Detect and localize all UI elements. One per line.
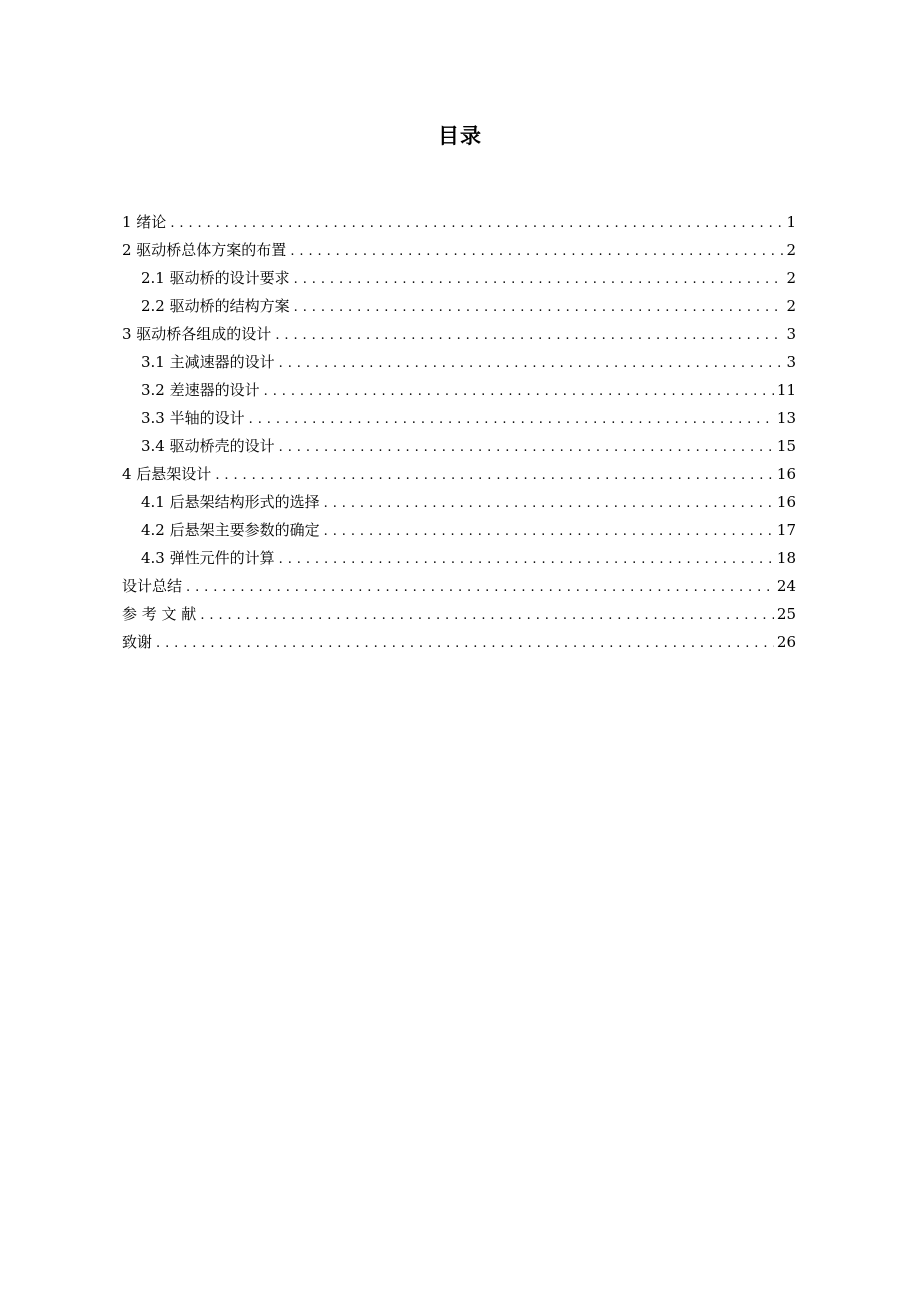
toc-entry-label: 致谢 bbox=[122, 633, 153, 651]
toc-entry-page: 24 bbox=[776, 577, 796, 595]
toc-entry[interactable] bbox=[122, 376, 796, 404]
toc-entry-page: 16 bbox=[776, 493, 796, 511]
toc-entry[interactable] bbox=[122, 264, 796, 292]
toc-leader-dots bbox=[156, 630, 774, 658]
toc-entry[interactable] bbox=[122, 320, 796, 348]
toc-entry-label: 4.3 弹性元件的计算 bbox=[141, 549, 275, 567]
page-title: 目录 bbox=[438, 124, 482, 148]
toc-entry-label: 2.2 驱动桥的结构方案 bbox=[141, 297, 290, 315]
toc-entry[interactable] bbox=[122, 404, 796, 432]
toc-entry-page: 15 bbox=[776, 437, 796, 455]
toc-leader-dots bbox=[324, 490, 774, 518]
toc-leader-dots bbox=[170, 210, 783, 238]
toc-leader-dots bbox=[275, 322, 783, 350]
toc-entry-page: 2 bbox=[786, 297, 796, 315]
toc-entry-page: 11 bbox=[776, 381, 796, 399]
toc-entry-page: 3 bbox=[786, 325, 796, 343]
toc-entry[interactable] bbox=[122, 600, 796, 628]
toc-entry[interactable] bbox=[122, 488, 796, 516]
toc-entry[interactable] bbox=[122, 236, 796, 264]
toc-entry-page: 18 bbox=[776, 549, 796, 567]
toc-leader-dots bbox=[279, 546, 774, 574]
table-of-contents bbox=[122, 208, 796, 656]
toc-entry-label: 3.3 半轴的设计 bbox=[141, 409, 245, 427]
toc-entry-label: 2 驱动桥总体方案的布置 bbox=[122, 241, 287, 259]
toc-entry[interactable] bbox=[122, 208, 796, 236]
toc-entry-page: 3 bbox=[786, 353, 796, 371]
toc-entry-page: 2 bbox=[786, 269, 796, 287]
toc-leader-dots bbox=[279, 434, 774, 462]
toc-entry-label: 参 考 文 献 bbox=[122, 605, 197, 623]
toc-leader-dots bbox=[279, 350, 784, 378]
toc-entry-label: 4 后悬架设计 bbox=[122, 465, 212, 483]
toc-entry-label: 3 驱动桥各组成的设计 bbox=[122, 325, 272, 343]
toc-leader-dots bbox=[186, 574, 774, 602]
toc-entry-page: 25 bbox=[776, 605, 796, 623]
toc-entry[interactable] bbox=[122, 516, 796, 544]
toc-leader-dots bbox=[264, 378, 774, 406]
toc-entry-label: 4.2 后悬架主要参数的确定 bbox=[141, 521, 320, 539]
toc-entry-label: 2.1 驱动桥的设计要求 bbox=[141, 269, 290, 287]
toc-leader-dots bbox=[215, 462, 774, 490]
toc-leader-dots bbox=[294, 266, 784, 294]
toc-entry-page: 13 bbox=[776, 409, 796, 427]
toc-entry-page: 17 bbox=[776, 521, 796, 539]
toc-entry[interactable] bbox=[122, 544, 796, 572]
toc-entry-label: 1 绪论 bbox=[122, 213, 167, 231]
toc-entry-page: 16 bbox=[776, 465, 796, 483]
toc-leader-dots bbox=[290, 238, 783, 266]
toc-leader-dots bbox=[200, 602, 774, 630]
toc-leader-dots bbox=[294, 294, 784, 322]
toc-entry[interactable] bbox=[122, 628, 796, 656]
toc-entry-label: 3.4 驱动桥壳的设计 bbox=[141, 437, 275, 455]
toc-leader-dots bbox=[324, 518, 774, 546]
toc-entry-label: 4.1 后悬架结构形式的选择 bbox=[141, 493, 320, 511]
toc-entry-label: 设计总结 bbox=[122, 577, 183, 595]
toc-entry[interactable] bbox=[122, 432, 796, 460]
toc-entry[interactable] bbox=[122, 348, 796, 376]
toc-entry-label: 3.1 主减速器的设计 bbox=[141, 353, 275, 371]
toc-entry-page: 26 bbox=[776, 633, 796, 651]
toc-entry-label: 3.2 差速器的设计 bbox=[141, 381, 260, 399]
toc-entry[interactable] bbox=[122, 460, 796, 488]
toc-entry-page: 2 bbox=[786, 241, 796, 259]
toc-entry-page: 1 bbox=[786, 213, 796, 231]
toc-entry[interactable] bbox=[122, 572, 796, 600]
toc-entry[interactable] bbox=[122, 292, 796, 320]
toc-leader-dots bbox=[249, 406, 774, 434]
